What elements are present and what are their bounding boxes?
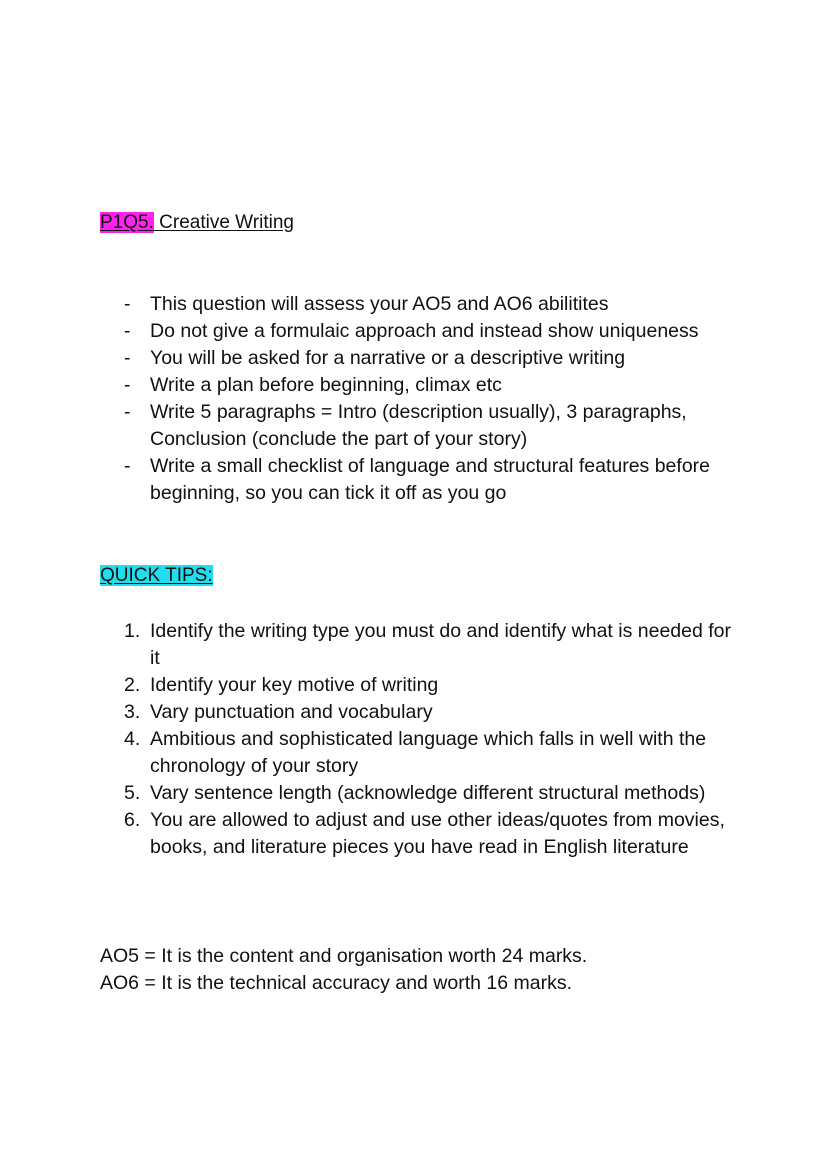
list-number: 2.	[124, 674, 141, 696]
list-item-text: You are allowed to adjust and use other ideas/quotes from movies, books, and literature pieces you have read in English literature	[150, 809, 725, 858]
dash-bullet: -	[124, 320, 131, 342]
dash-bullet: -	[124, 374, 131, 396]
list-number: 3.	[124, 701, 141, 723]
section-heading	[100, 210, 294, 236]
ao6-note: AO6 = It is the technical accuracy and worth 16 marks.	[100, 972, 573, 994]
dash-bullet: -	[124, 401, 131, 423]
list-item	[100, 726, 740, 780]
list-item-text: You will be asked for a narrative or a descriptive writing	[150, 347, 626, 369]
list-item	[100, 453, 740, 507]
list-item	[100, 672, 740, 699]
quick-tips-label: QUICK TIPS:	[100, 565, 213, 586]
list-number: 4.	[124, 728, 141, 750]
dash-bullet: -	[124, 455, 131, 477]
list-item-text: This question will assess your AO5 and AO6 abilitites	[150, 293, 609, 315]
list-number: 1.	[124, 620, 141, 642]
question-tag: P1Q5.	[100, 212, 154, 233]
section-title: Creative Writing	[153, 212, 294, 233]
list-item-text: Identify the writing type you must do and identify what is needed for it	[150, 620, 732, 669]
list-item-text: Vary punctuation and vocabulary	[150, 701, 433, 723]
list-item-text: Write a plan before beginning, climax etc	[150, 374, 502, 396]
list-item-text: Ambitious and sophisticated language which falls in well with the chronology of your story	[150, 728, 707, 777]
ao5-note: AO5 = It is the content and organisation worth 24 marks.	[100, 945, 588, 967]
list-item	[100, 291, 740, 318]
list-item	[100, 807, 740, 861]
list-item-text: Do not give a formulaic approach and instead show uniqueness	[150, 320, 699, 342]
assessment-notes	[100, 943, 760, 997]
key-points-list	[100, 291, 740, 507]
list-item-text: Identify your key motive of writing	[150, 674, 439, 696]
list-item-text: Write 5 paragraphs = Intro (description usually), 3 paragraphs, Conclusion (conclude the part of your story)	[150, 401, 687, 450]
quick-tips-heading	[100, 563, 213, 589]
dash-bullet: -	[124, 293, 131, 315]
list-item	[100, 372, 740, 399]
list-number: 6.	[124, 809, 141, 831]
list-item	[100, 345, 740, 372]
list-item	[100, 780, 740, 807]
list-item	[100, 318, 740, 345]
list-item-text: Vary sentence length (acknowledge different structural methods)	[150, 782, 706, 804]
list-item	[100, 618, 740, 672]
list-item	[100, 399, 740, 453]
list-item-text: Write a small checklist of language and structural features before beginning, so you can tick it off as you go	[150, 455, 711, 504]
list-item	[100, 699, 740, 726]
quick-tips-list	[100, 618, 740, 861]
list-number: 5.	[124, 782, 141, 804]
dash-bullet: -	[124, 347, 131, 369]
